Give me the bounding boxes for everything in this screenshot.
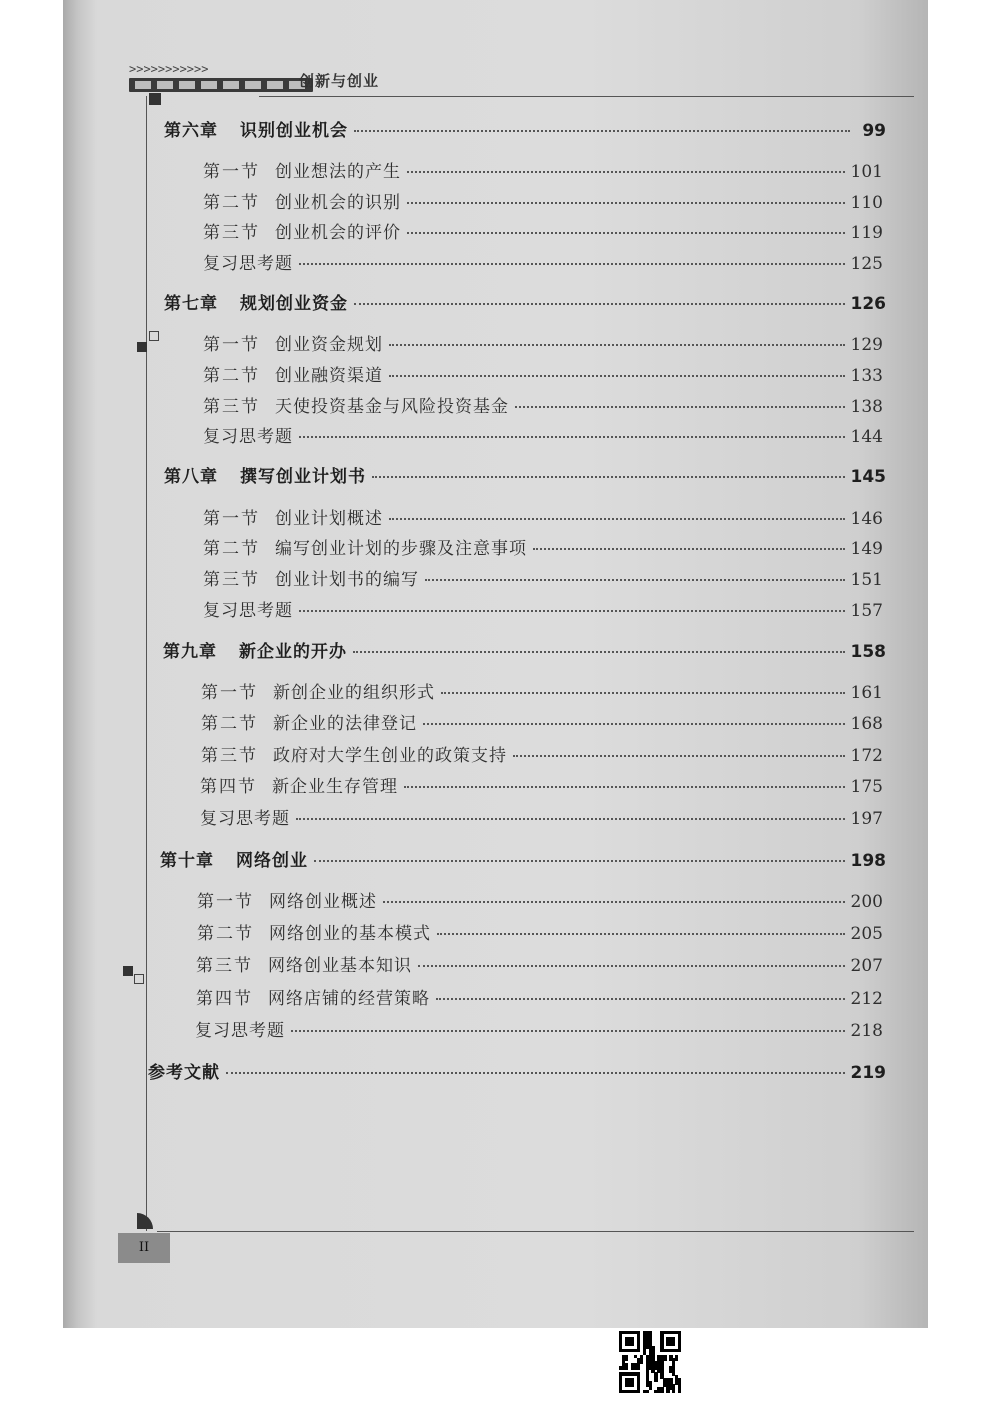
section-number: 第二节 bbox=[203, 366, 260, 386]
entry-title: 天使投资基金与风险投资基金 bbox=[275, 397, 509, 417]
chapter-number: 第九章 bbox=[163, 642, 217, 662]
section-number: 第三节 bbox=[201, 746, 258, 766]
entry-page-number: 161 bbox=[850, 683, 883, 703]
toc-section-entry[interactable] bbox=[197, 919, 883, 944]
section-number: 第一节 bbox=[197, 892, 254, 912]
entry-page-number: 145 bbox=[850, 467, 886, 487]
qr-module bbox=[631, 1343, 634, 1346]
entry-title: 网络创业的基本模式 bbox=[269, 924, 431, 944]
qr-module bbox=[654, 1378, 657, 1381]
entry-title: 网络创业 bbox=[236, 851, 308, 871]
toc-section-entry[interactable] bbox=[196, 951, 883, 976]
toc-section-entry[interactable] bbox=[201, 709, 883, 734]
toc-review-entry[interactable] bbox=[203, 422, 883, 447]
dot-leader bbox=[354, 303, 845, 305]
section-number: 第一节 bbox=[201, 683, 258, 703]
entry-page-number: 101 bbox=[850, 162, 883, 182]
qr-module bbox=[625, 1358, 628, 1361]
chapter-number: 第八章 bbox=[164, 467, 218, 487]
section-number: 第一节 bbox=[203, 162, 260, 182]
entry-page-number: 207 bbox=[850, 956, 883, 976]
entry-page-number: 110 bbox=[850, 193, 883, 213]
entry-title: 复习思考题 bbox=[203, 427, 293, 447]
toc-section-entry[interactable] bbox=[203, 392, 883, 417]
entry-title: 创业计划概述 bbox=[275, 509, 383, 529]
entry-title: 新企业的开办 bbox=[239, 642, 347, 662]
qr-module bbox=[625, 1366, 628, 1369]
qr-module bbox=[678, 1390, 681, 1393]
toc-review-entry[interactable] bbox=[195, 1016, 883, 1041]
dot-leader bbox=[425, 579, 845, 581]
entry-page-number: 119 bbox=[850, 223, 883, 243]
chapter-number: 第十章 bbox=[160, 851, 214, 871]
book-page-photo bbox=[63, 0, 928, 1328]
qr-module bbox=[675, 1358, 678, 1361]
entry-page-number: 212 bbox=[850, 989, 883, 1009]
running-header-title: 创新与创业 bbox=[299, 72, 380, 90]
entry-title: 政府对大学生创业的政策支持 bbox=[273, 746, 507, 766]
chapter-number: 第七章 bbox=[164, 294, 218, 314]
entry-title: 复习思考题 bbox=[195, 1021, 285, 1041]
entry-page-number: 197 bbox=[850, 809, 883, 829]
dot-leader bbox=[515, 406, 845, 408]
toc-chapter-entry[interactable] bbox=[164, 462, 886, 487]
section-number: 第三节 bbox=[203, 397, 260, 417]
entry-page-number: 205 bbox=[850, 924, 883, 944]
dot-leader bbox=[436, 998, 845, 1000]
qr-module bbox=[672, 1390, 675, 1393]
toc-review-entry[interactable] bbox=[200, 804, 883, 829]
entry-title: 创业机会的识别 bbox=[275, 193, 401, 213]
entry-page-number: 200 bbox=[850, 892, 883, 912]
qr-code[interactable] bbox=[619, 1331, 681, 1393]
dot-leader bbox=[299, 610, 845, 612]
qr-module bbox=[637, 1366, 640, 1369]
dot-leader bbox=[441, 692, 845, 694]
dot-leader bbox=[389, 375, 845, 377]
entry-page-number: 125 bbox=[850, 254, 883, 274]
dot-leader bbox=[389, 344, 845, 346]
entry-title: 网络创业基本知识 bbox=[268, 956, 412, 976]
qr-module bbox=[646, 1390, 649, 1393]
entry-title: 创业融资渠道 bbox=[275, 366, 383, 386]
entry-page-number: 99 bbox=[862, 121, 886, 141]
entry-title: 识别创业机会 bbox=[240, 121, 348, 141]
toc-review-entry[interactable] bbox=[203, 249, 883, 274]
section-number: 第二节 bbox=[197, 924, 254, 944]
entry-title: 新创企业的组织形式 bbox=[273, 683, 435, 703]
entry-page-number: 218 bbox=[850, 1021, 883, 1041]
entry-page-number: 198 bbox=[850, 851, 886, 871]
page-number-badge: II bbox=[118, 1233, 170, 1263]
dot-leader bbox=[296, 818, 845, 820]
qr-module bbox=[631, 1384, 634, 1387]
toc-section-entry[interactable] bbox=[197, 887, 883, 912]
dot-leader bbox=[513, 755, 845, 757]
dot-leader bbox=[389, 518, 845, 520]
toc-section-entry[interactable] bbox=[203, 534, 883, 559]
toc-section-entry[interactable] bbox=[203, 157, 883, 182]
toc-section-entry[interactable] bbox=[201, 741, 883, 766]
qr-module bbox=[672, 1343, 675, 1346]
entry-page-number: 151 bbox=[850, 570, 883, 590]
qr-module bbox=[666, 1390, 669, 1393]
entry-title: 新企业的法律登记 bbox=[273, 714, 417, 734]
entry-page-number: 144 bbox=[850, 427, 883, 447]
entry-page-number: 157 bbox=[850, 601, 883, 621]
dot-leader bbox=[407, 171, 845, 173]
toc-chapter-entry[interactable] bbox=[164, 116, 886, 141]
section-number: 第二节 bbox=[203, 193, 260, 213]
section-number: 第二节 bbox=[203, 539, 260, 559]
qr-module bbox=[637, 1349, 640, 1352]
entry-page-number: 146 bbox=[850, 509, 883, 529]
toc-section-entry[interactable] bbox=[200, 772, 883, 797]
dot-leader bbox=[407, 202, 845, 204]
section-number: 第四节 bbox=[200, 777, 257, 797]
toc-section-entry[interactable] bbox=[196, 984, 883, 1009]
toc-chapter-entry[interactable] bbox=[148, 1058, 886, 1083]
entry-title: 复习思考题 bbox=[200, 809, 290, 829]
entry-title: 撰写创业计划书 bbox=[240, 467, 366, 487]
entry-page-number: 126 bbox=[850, 294, 886, 314]
dot-leader bbox=[407, 232, 845, 234]
toc-section-entry[interactable] bbox=[203, 330, 883, 355]
entry-page-number: 149 bbox=[850, 539, 883, 559]
table-of-contents bbox=[63, 0, 928, 1328]
section-number: 第四节 bbox=[196, 989, 253, 1009]
entry-page-number: 172 bbox=[850, 746, 883, 766]
entry-title: 新企业生存管理 bbox=[272, 777, 398, 797]
qr-module bbox=[678, 1349, 681, 1352]
section-number: 第一节 bbox=[203, 335, 260, 355]
dot-leader bbox=[437, 933, 845, 935]
entry-title: 规划创业资金 bbox=[240, 294, 348, 314]
entry-title: 复习思考题 bbox=[203, 254, 293, 274]
entry-page-number: 175 bbox=[850, 777, 883, 797]
dot-leader bbox=[291, 1030, 845, 1032]
toc-section-entry[interactable] bbox=[203, 565, 883, 590]
dot-leader bbox=[354, 130, 850, 132]
entry-page-number: 158 bbox=[850, 642, 886, 662]
section-number: 第三节 bbox=[203, 223, 260, 243]
section-number: 第三节 bbox=[196, 956, 253, 976]
dot-leader bbox=[299, 263, 845, 265]
toc-chapter-entry[interactable] bbox=[163, 637, 886, 662]
toc-chapter-entry[interactable] bbox=[164, 289, 886, 314]
dot-leader bbox=[533, 548, 845, 550]
dot-leader bbox=[299, 436, 845, 438]
section-number: 第一节 bbox=[203, 509, 260, 529]
toc-section-entry[interactable] bbox=[203, 218, 883, 243]
toc-review-entry[interactable] bbox=[203, 596, 883, 621]
entry-title: 创业计划书的编写 bbox=[275, 570, 419, 590]
qr-module bbox=[663, 1358, 666, 1361]
entry-page-number: 138 bbox=[850, 397, 883, 417]
entry-page-number: 133 bbox=[850, 366, 883, 386]
section-number: 第二节 bbox=[201, 714, 258, 734]
toc-chapter-entry[interactable] bbox=[160, 846, 886, 871]
dot-leader bbox=[404, 786, 845, 788]
entry-page-number: 219 bbox=[850, 1063, 886, 1083]
entry-title: 参考文献 bbox=[148, 1063, 220, 1083]
toc-section-entry[interactable] bbox=[201, 678, 883, 703]
dot-leader bbox=[383, 901, 845, 903]
dot-leader bbox=[353, 651, 845, 653]
dot-leader bbox=[314, 860, 845, 862]
toc-section-entry[interactable] bbox=[203, 504, 883, 529]
entry-title: 创业资金规划 bbox=[275, 335, 383, 355]
entry-title: 复习思考题 bbox=[203, 601, 293, 621]
qr-module bbox=[660, 1390, 663, 1393]
qr-module bbox=[637, 1390, 640, 1393]
dot-leader bbox=[372, 476, 845, 478]
entry-title: 网络创业概述 bbox=[269, 892, 377, 912]
qr-module bbox=[640, 1361, 643, 1364]
entry-title: 编写创业计划的步骤及注意事项 bbox=[275, 539, 527, 559]
toc-section-entry[interactable] bbox=[203, 188, 883, 213]
entry-page-number: 129 bbox=[850, 335, 883, 355]
dot-leader bbox=[423, 723, 845, 725]
entry-title: 创业想法的产生 bbox=[275, 162, 401, 182]
qr-module bbox=[649, 1387, 652, 1390]
entry-title: 创业机会的评价 bbox=[275, 223, 401, 243]
dot-leader bbox=[226, 1072, 845, 1074]
section-number: 第三节 bbox=[203, 570, 260, 590]
entry-title: 网络店铺的经营策略 bbox=[268, 989, 430, 1009]
toc-section-entry[interactable] bbox=[203, 361, 883, 386]
chapter-number: 第六章 bbox=[164, 121, 218, 141]
dot-leader bbox=[418, 965, 845, 967]
chevron-ornament: >>>>>>>>>>> bbox=[129, 62, 209, 76]
entry-page-number: 168 bbox=[850, 714, 883, 734]
